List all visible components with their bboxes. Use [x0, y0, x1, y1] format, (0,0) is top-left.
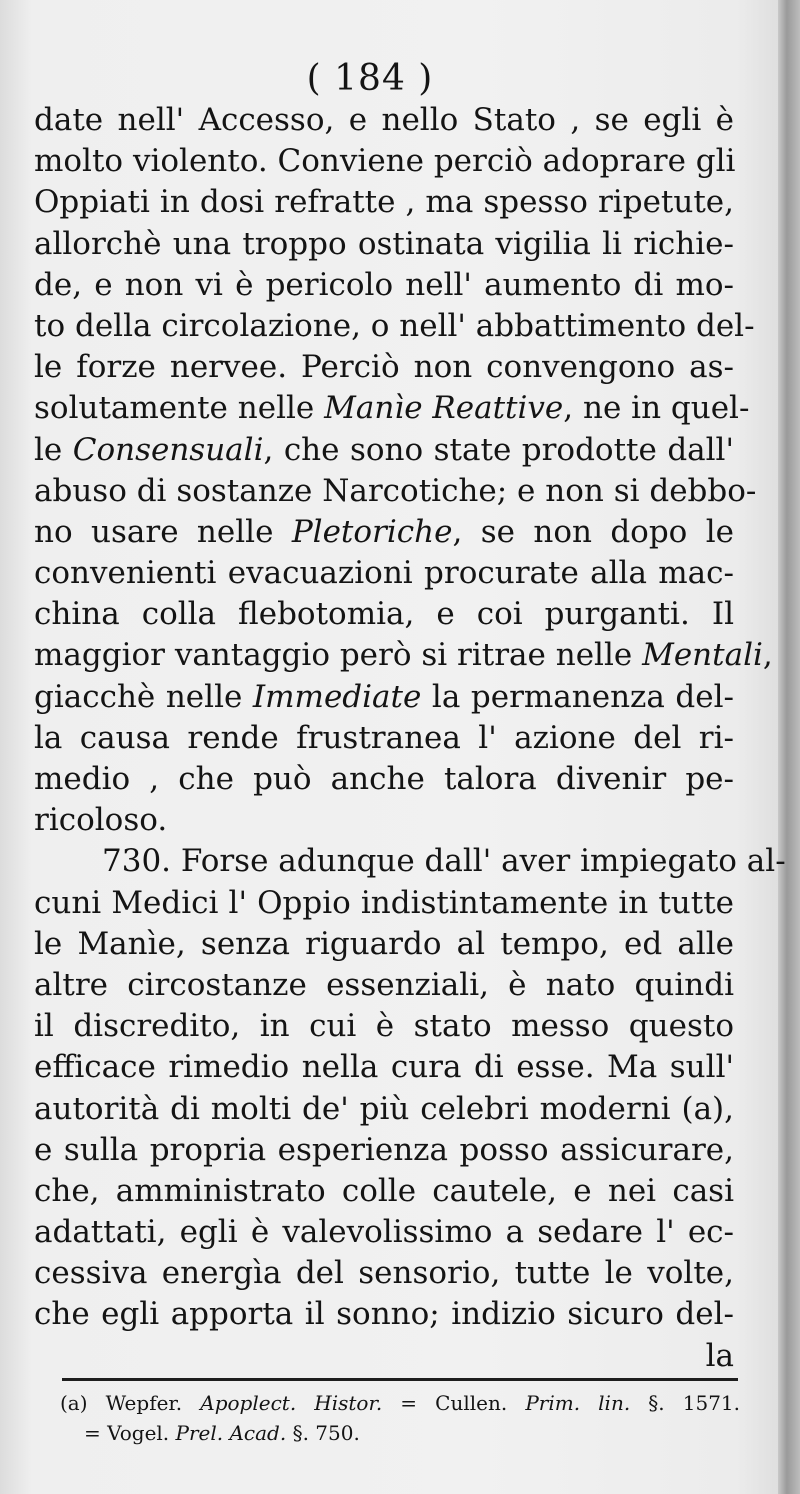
text-line [34, 430, 734, 471]
text-line [34, 224, 734, 265]
text-segment: le forze nervee. Perciò non convengono as- [34, 349, 734, 386]
text-line [34, 306, 755, 347]
text-line [34, 1294, 734, 1335]
text-line [34, 347, 734, 388]
text-segment: e sulla propria esperienza posso assicurare, [34, 1131, 734, 1168]
text-segment: che, amministrato colle cautele, e nei casi [34, 1172, 734, 1209]
text-segment: , [762, 637, 773, 674]
text-line [34, 718, 734, 759]
text-segment: §. 1571. [630, 1391, 741, 1415]
text-segment: il discredito, in cui è stato messo questo [34, 1008, 734, 1045]
text-segment: la [705, 1337, 734, 1374]
footnote-line [60, 1418, 740, 1448]
text-line [34, 1006, 734, 1047]
text-line [34, 182, 734, 223]
page-number: ( 184 ) [306, 58, 434, 99]
text-line [34, 841, 786, 882]
text-line [34, 1336, 734, 1377]
text-segment: (a) Wepfer. [60, 1391, 201, 1415]
text-segment: , che sono state prodotte dall' [263, 431, 734, 468]
text-segment: cessiva energìa del sensorio, tutte le volte, [34, 1255, 734, 1292]
italic-text: Mentali [642, 637, 763, 674]
text-line [34, 965, 734, 1006]
italic-text: Immediate [252, 678, 422, 715]
text-line [34, 100, 734, 141]
text-segment: che egli apporta il sonno; indizio sicuro del- [34, 1296, 734, 1333]
italic-text: Pletoriche [291, 513, 453, 550]
text-segment: molto violento. Conviene perciò adoprare gli [34, 143, 736, 180]
text-segment: maggior vantaggio però si ritrae nelle [34, 637, 643, 674]
text-line [34, 512, 734, 553]
page-binding-edge [778, 0, 800, 1494]
italic-text: Manìe Reattive [324, 390, 564, 427]
text-line [34, 759, 734, 800]
text-segment: le Manìe, senza riguardo al tempo, ed alle [34, 925, 734, 962]
text-line [34, 388, 750, 429]
text-segment: = Cullen. [382, 1391, 526, 1415]
text-line [34, 883, 734, 924]
footnotes [60, 1388, 740, 1448]
text-segment: allorchè una troppo ostinata vigilia li richie- [34, 225, 734, 262]
text-line [34, 594, 734, 635]
text-segment: Oppiati in dosi refratte , ma spesso ripetute, [34, 184, 734, 221]
footnote-line [60, 1388, 740, 1418]
text-line [34, 553, 734, 594]
body-text [34, 100, 786, 1377]
text-segment: cuni Medici l' Oppio indistintamente in tutte [34, 884, 734, 921]
text-line [34, 677, 734, 718]
text-segment: de, e non vi è pericolo nell' aumento di mo- [34, 266, 734, 303]
italic-text: Prim. lin. [525, 1391, 631, 1415]
text-line [34, 635, 773, 676]
text-line [34, 471, 757, 512]
text-segment: medio , che può anche talora divenir pe- [34, 761, 734, 797]
text-segment: efficace rimedio nella cura di esse. Ma sull' [34, 1049, 734, 1086]
text-segment: giacchè nelle [34, 678, 253, 715]
text-segment: to della circolazione, o nell' abbattimento del- [34, 307, 755, 344]
text-segment: abuso di sostanze Narcotiche; e non si debbo- [34, 472, 757, 509]
text-segment: no usare nelle [34, 513, 292, 550]
footnote-rule [62, 1378, 738, 1381]
text-segment: autorità di molti de' più celebri moderni (a), [34, 1090, 734, 1127]
text-line [34, 1089, 734, 1130]
text-line [34, 141, 734, 182]
italic-text: Consensuali [72, 431, 264, 468]
text-segment: solutamente nelle [34, 390, 325, 427]
text-segment: la permanenza del- [421, 678, 734, 715]
text-segment: china colla flebotomia, e coi purganti. Il [34, 596, 734, 633]
text-segment: date nell' Accesso, e nello Stato , se egli è [34, 102, 734, 138]
text-line [34, 1130, 734, 1171]
text-segment: adattati, egli è valevolissimo a sedare l' ec- [34, 1214, 734, 1251]
text-line [34, 924, 734, 965]
text-segment: = Vogel. [84, 1421, 176, 1445]
text-segment: la causa rende frustranea l' azione del ri- [34, 719, 734, 756]
text-segment: , ne in quel- [563, 390, 750, 427]
text-line [34, 800, 734, 841]
italic-text: Apoplect. Histor. [200, 1391, 383, 1415]
text-line [34, 1047, 734, 1088]
italic-text: Prel. Acad. [175, 1421, 287, 1445]
text-segment: , se non dopo le [452, 513, 734, 550]
text-segment: convenienti evacuazioni procurate alla mac- [34, 555, 734, 592]
text-segment: altre circostanze essenziali, è nato quindi [34, 966, 734, 1003]
text-line [34, 1253, 734, 1294]
text-segment: §. 750. [286, 1421, 360, 1445]
text-line [34, 265, 734, 306]
text-segment: 730. Forse adunque dall' aver impiegato al- [102, 843, 786, 880]
text-line [34, 1171, 734, 1212]
text-segment: ricoloso. [34, 802, 168, 839]
text-segment: le [34, 431, 73, 468]
text-line [34, 1212, 734, 1253]
